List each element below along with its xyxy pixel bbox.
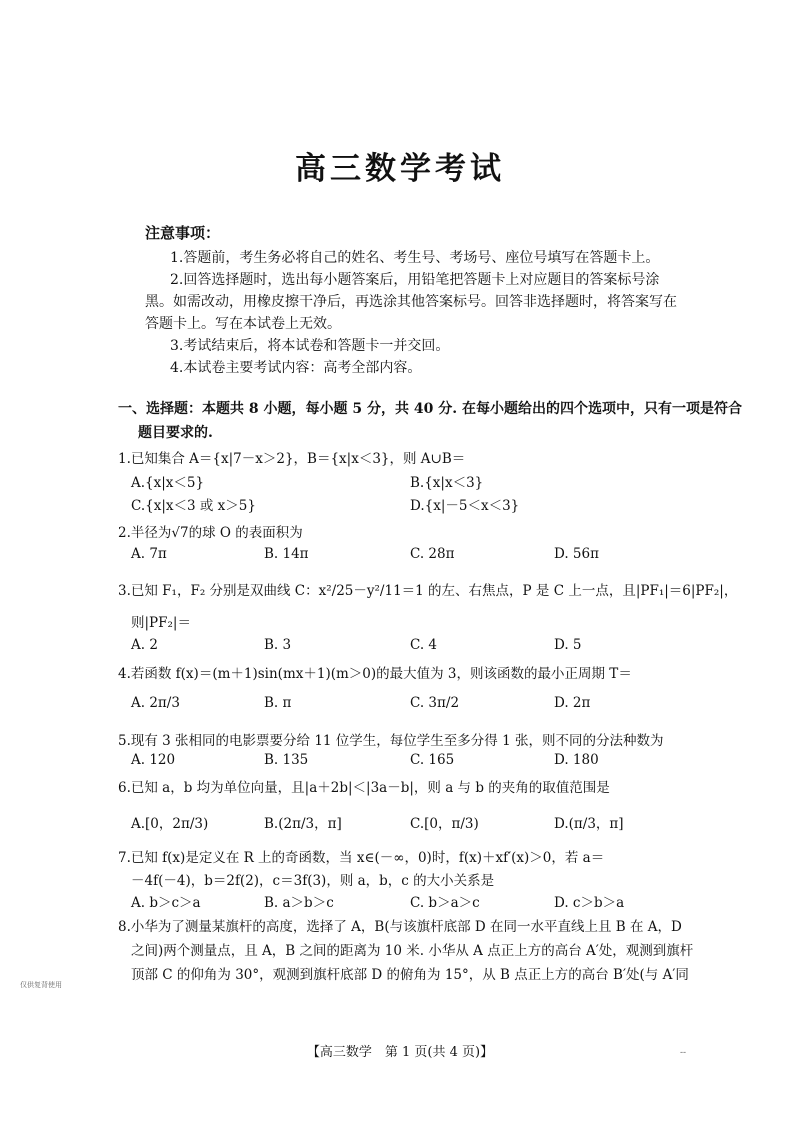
q6-option-a: A.[0，2π/3) (131, 816, 209, 832)
q5-option-c: C. 165 (410, 752, 455, 768)
q3-option-d: D. 5 (554, 637, 582, 653)
question-8-line-1: 8.小华为了测量某旗杆的高度，选择了 A，B(与该旗杆底部 D 在同一水平直线上且 B 在 A，D (118, 919, 682, 935)
q7-option-a: A. b＞c＞a (131, 895, 201, 911)
q5-option-b: B. 135 (264, 752, 309, 768)
notice-item-4: 4.本试卷主要考试内容：高考全部内容。 (170, 360, 422, 376)
page-footer: 【高三数学 第 1 页(共 4 页)】 (306, 1045, 494, 1060)
q7-option-d: D. c＞b＞a (554, 895, 625, 911)
q3-option-a: A. 2 (131, 637, 158, 653)
q1-option-a: A.{x|x＜5} (131, 475, 205, 491)
q3-option-c: C. 4 (410, 637, 438, 653)
question-3-stem-cont: 则|PF₂|＝ (131, 615, 191, 631)
q1-option-b: B.{x|x＜3} (410, 475, 484, 491)
question-2-stem: 2.半径为√7的球 O 的表面积为 (118, 525, 303, 541)
q7-option-c: C. b＞a＞c (410, 895, 480, 911)
question-4-stem: 4.若函数 f(x)＝(m＋1)sin(mx＋1)(m＞0)的最大值为 3，则该函数的最小正周期 T＝ (118, 666, 632, 682)
q2-option-c: C. 28π (410, 546, 455, 562)
corner-mark: -- (680, 1048, 687, 1058)
notice-item-3: 3.考试结束后，将本试卷和答题卡一并交回。 (170, 338, 450, 354)
q6-option-b: B.(2π/3，π] (264, 816, 342, 832)
notice-item-2: 2.回答选择题时，选出每小题答案后，用铅笔把答题卡上对应题目的答案标号涂 (170, 272, 660, 288)
q4-option-b: B. π (264, 695, 292, 711)
notice-item-1: 1.答题前，考生务必将自己的姓名、考生号、考场号、座位号填写在答题卡上。 (170, 250, 660, 266)
question-5-stem: 5.现有 3 张相同的电影票要分给 11 位学生，每位学生至多分得 1 张，则不同的分法种数为 (118, 733, 664, 749)
question-7-stem-cont: －4f(－4)，b＝2f(2)，c＝3f(3)，则 a，b，c 的大小关系是 (131, 873, 495, 889)
usage-stamp: 仅供复背使用 (20, 981, 62, 989)
q7-option-b: B. a＞b＞c (264, 895, 334, 911)
q4-option-c: C. 3π/2 (410, 695, 460, 711)
question-6-stem: 6.已知 a，b 均为单位向量，且|a＋2b|＜|3a－b|，则 a 与 b 的夹角的取值范围是 (118, 780, 610, 796)
section-heading: 一、选择题：本题共 8 小题，每小题 5 分，共 40 分. 在每小题给出的四个选项中，只有一项是符合 (118, 401, 742, 417)
q2-option-d: D. 56π (554, 546, 599, 562)
q4-option-d: D. 2π (554, 695, 591, 711)
question-8-line-3: 顶部 C 的仰角为 30°，观测到旗杆底部 D 的俯角为 15°，从 B 点正上方的高台 B′处(与 A′同 (131, 967, 689, 983)
q5-option-d: D. 180 (554, 752, 599, 768)
q3-option-b: B. 3 (264, 637, 292, 653)
question-1-stem: 1.已知集合 A＝{x|7－x＞2}，B＝{x|x＜3}，则 A∪B＝ (118, 451, 466, 467)
question-8-line-2: 之间)两个测量点，且 A，B 之间的距离为 10 米. 小华从 A 点正上方的高台 A′处，观测到旗杆 (131, 943, 694, 959)
question-3-stem: 3.已知 F₁，F₂ 分别是双曲线 C：x²/25－y²/11＝1 的左、右焦点，P 是 C 上一点，且|PF₁|＝6|PF₂|， (118, 583, 738, 599)
question-7-stem: 7.已知 f(x)是定义在 R 上的奇函数，当 x∈(－∞，0)时，f(x)＋xf′(x)＞0，若 a＝ (118, 850, 605, 866)
q2-option-b: B. 14π (264, 546, 309, 562)
q5-option-a: A. 120 (131, 752, 176, 768)
q2-option-a: A. 7π (131, 546, 167, 562)
q1-option-c: C.{x|x＜3 或 x＞5} (131, 498, 256, 514)
section-heading-cont: 题目要求的. (138, 425, 213, 441)
q6-option-d: D.(π/3，π] (554, 816, 624, 832)
notice-item-2-cont: 黑。如需改动，用橡皮擦干净后，再选涂其他答案标号。回答非选择题时，将答案写在 (145, 294, 677, 310)
notice-heading: 注意事项： (145, 224, 221, 242)
page-title: 高三数学考试 (295, 151, 505, 187)
q4-option-a: A. 2π/3 (131, 695, 180, 711)
notice-item-2-cont2: 答题卡上。写在本试卷上无效。 (145, 316, 341, 332)
q1-option-d: D.{x|－5＜x＜3} (410, 498, 520, 514)
q6-option-c: C.[0，π/3) (410, 816, 479, 832)
